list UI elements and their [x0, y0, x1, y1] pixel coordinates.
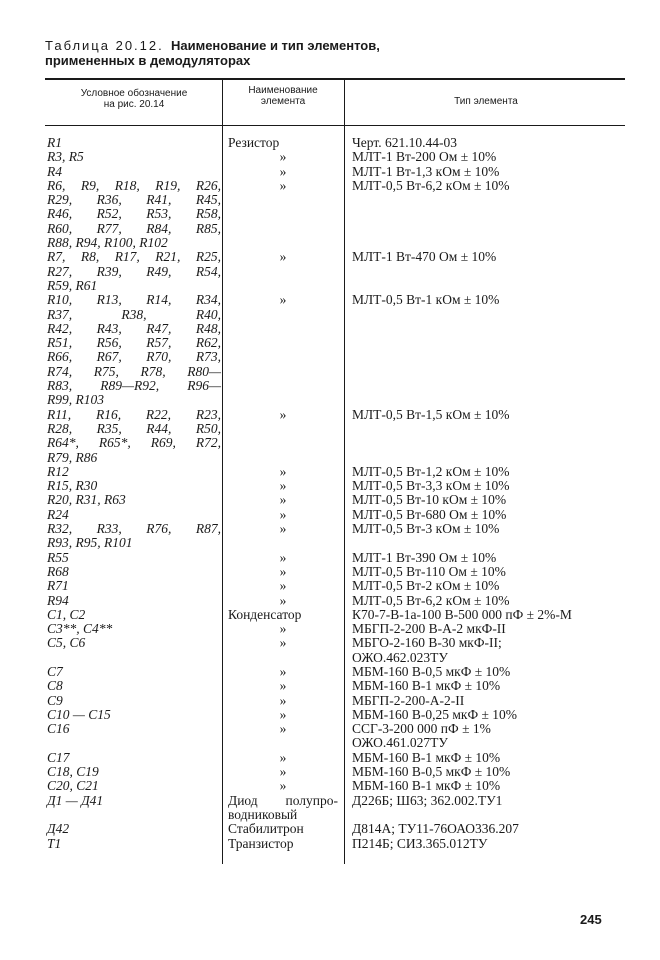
- table-row: [0, 422, 660, 436]
- table-row: [0, 751, 660, 765]
- table-row: [0, 136, 660, 150]
- table-row: [0, 651, 660, 665]
- designation-cell: C18, C19: [47, 764, 99, 780]
- designation-cell: R94: [47, 592, 69, 608]
- table-row: [0, 250, 660, 264]
- table-row: [0, 722, 660, 736]
- element-type-cell: МЛТ-0,5 Вт-6,2 кОм ± 10%: [352, 177, 510, 193]
- element-type-cell: ССГ-3-200 000 пФ ± 1%: [352, 721, 491, 737]
- element-name-cell: водниковый: [228, 806, 298, 822]
- element-type-cell: МЛТ-1 Вт-1,3 кОм ± 10%: [352, 163, 500, 179]
- header-name: Наименование элемента: [248, 85, 318, 107]
- designation-cell: R74, R75, R78, R80—: [47, 363, 221, 379]
- element-name-cell: »: [279, 721, 287, 737]
- table-row: [0, 622, 660, 636]
- table-row: [0, 579, 660, 593]
- element-type-cell: П214Б; СИЗ.365.012ТУ: [352, 835, 488, 851]
- element-name-cell: »: [279, 635, 287, 651]
- element-name-cell: »: [279, 706, 287, 722]
- table-row: [0, 679, 660, 693]
- element-name-cell: »: [279, 764, 287, 780]
- designation-cell: C5, C6: [47, 635, 86, 651]
- element-name-cell: Стабилитрон: [228, 821, 304, 837]
- table-row: [0, 694, 660, 708]
- designation-cell: R83, R89—R92, R96—: [47, 378, 221, 394]
- element-type-cell: МЛТ-0,5 Вт-1,2 кОм ± 10%: [352, 463, 510, 479]
- designation-cell: R64*, R65*, R69, R72,: [47, 435, 221, 451]
- table-row: [0, 179, 660, 193]
- table-row: [0, 165, 660, 179]
- table-row: [0, 608, 660, 622]
- table-row: [0, 808, 660, 822]
- table-row: [0, 365, 660, 379]
- table-body: [0, 136, 660, 851]
- table-row: [0, 408, 660, 422]
- table-row: [0, 551, 660, 565]
- element-name-cell: »: [279, 521, 287, 537]
- element-name-cell: »: [279, 478, 287, 494]
- element-type-cell: Д226Б; Ш63; 362.002.ТУ1: [352, 792, 503, 808]
- table-row: [0, 393, 660, 407]
- element-name-cell: »: [279, 563, 287, 579]
- table-number: Таблица 20.12.: [45, 38, 164, 53]
- designation-cell: R11, R16, R22, R23,: [47, 406, 221, 422]
- table-row: [0, 565, 660, 579]
- element-name-cell: »: [279, 578, 287, 594]
- element-type-cell: МЛТ-0,5 Вт-3,3 кОм ± 10%: [352, 478, 510, 494]
- header-type: Тип элемента: [454, 96, 518, 107]
- designation-cell: R3, R5: [47, 149, 84, 165]
- element-name-cell: Транзистор: [228, 835, 294, 851]
- element-name-cell: Резистор: [228, 135, 280, 150]
- designation-cell: R71: [47, 578, 69, 594]
- element-type-cell: МЛТ-1 Вт-390 Ом ± 10%: [352, 549, 497, 565]
- designation-cell: C3**, C4**: [47, 621, 113, 637]
- element-name-cell: »: [279, 492, 287, 508]
- table-title-line1: Наименование и тип элементов,: [170, 38, 380, 53]
- element-type-cell: МЛТ-0,5 Вт-3 кОм ± 10%: [352, 521, 500, 537]
- element-name-cell: »: [279, 149, 287, 165]
- designation-cell: Д1 — Д41: [47, 792, 104, 808]
- table-row: [0, 436, 660, 450]
- table-row: [0, 794, 660, 808]
- table-row: [0, 536, 660, 550]
- element-name-cell: »: [279, 463, 287, 479]
- table-caption: [45, 38, 625, 68]
- table-row: [0, 479, 660, 493]
- table-row: [0, 493, 660, 507]
- table-row: [0, 765, 660, 779]
- designation-cell: R51, R56, R57, R62,: [47, 335, 221, 351]
- designation-cell: R4: [47, 163, 62, 179]
- element-name-cell: »: [279, 621, 287, 637]
- page-number: 245: [580, 912, 602, 927]
- designation-cell: R46, R52, R53, R58,: [47, 206, 221, 222]
- table-row: [0, 336, 660, 350]
- designation-cell: C9: [47, 692, 63, 708]
- table-row: [0, 293, 660, 307]
- designation-cell: C16: [47, 721, 70, 737]
- table-row: [0, 308, 660, 322]
- designation-cell: R55: [47, 549, 69, 565]
- element-type-cell: МЛТ-1 Вт-200 Ом ± 10%: [352, 149, 497, 165]
- element-type-cell: К70-7-В-1а-100 В-500 000 пФ ± 2%-М: [352, 606, 572, 622]
- designation-cell: R93, R95, R101: [47, 535, 133, 551]
- designation-cell: Д42: [47, 821, 70, 837]
- table-row: [0, 193, 660, 207]
- header-designation: Условное обозначение на рис. 20.14: [80, 88, 188, 110]
- designation-cell: R37, R38, R40,: [47, 306, 221, 322]
- designation-cell: C7: [47, 663, 63, 679]
- element-type-cell: ОЖО.461.027ТУ: [352, 735, 448, 751]
- table-row: [0, 150, 660, 164]
- designation-cell: R32, R33, R76, R87,: [47, 521, 221, 537]
- element-type-cell: МБМ-160 В-0,25 мкФ ± 10%: [352, 706, 518, 722]
- designation-cell: T1: [47, 835, 62, 851]
- element-type-cell: Д814А; ТУ11-76ОАО336.207: [352, 821, 519, 837]
- element-name-cell: »: [279, 778, 287, 794]
- designation-cell: R10, R13, R14, R34,: [47, 292, 221, 308]
- element-name-cell: »: [279, 177, 287, 193]
- table-row: [0, 779, 660, 793]
- element-name-cell: »: [279, 663, 287, 679]
- element-name-cell: »: [279, 692, 287, 708]
- designation-cell: R29, R36, R41, R45,: [47, 192, 221, 208]
- table-row: [0, 265, 660, 279]
- element-name-cell: Конденсатор: [228, 606, 302, 622]
- designation-cell: R42, R43, R47, R48,: [47, 320, 221, 336]
- element-type-cell: МЛТ-0,5 Вт-1,5 кОм ± 10%: [352, 406, 510, 422]
- designation-cell: R68: [47, 563, 69, 579]
- table-row: [0, 236, 660, 250]
- element-type-cell: МЛТ-0,5 Вт-10 кОм ± 10%: [352, 492, 507, 508]
- designation-cell: R66, R67, R70, R73,: [47, 349, 221, 365]
- designation-cell: R20, R31, R63: [47, 492, 126, 508]
- designation-cell: R12: [47, 463, 69, 479]
- table-row: [0, 379, 660, 393]
- designation-cell: R88, R94, R100, R102: [47, 235, 168, 251]
- element-name-cell: »: [279, 749, 287, 765]
- element-name-cell: »: [279, 292, 287, 308]
- element-name-cell: »: [279, 406, 287, 422]
- designation-cell: R27, R39, R49, R54,: [47, 263, 221, 279]
- designation-cell: C17: [47, 749, 70, 765]
- designation-cell: R79, R86: [47, 449, 98, 465]
- element-type-cell: ОЖО.462.023ТУ: [352, 649, 448, 665]
- element-type-cell: МБМ-160 В-0,5 мкФ ± 10%: [352, 764, 511, 780]
- element-type-cell: МБМ-160 В-1 мкФ ± 10%: [352, 678, 501, 694]
- designation-cell: R99, R103: [47, 392, 104, 408]
- designation-cell: R15, R30: [47, 478, 98, 494]
- table-row: [0, 837, 660, 851]
- element-name-cell: Диод полупро-: [228, 792, 338, 808]
- element-type-cell: МБМ-160 В-1 мкФ ± 10%: [352, 778, 501, 794]
- element-type-cell: МЛТ-0,5 Вт-1 кОм ± 10%: [352, 292, 500, 308]
- element-name-cell: »: [279, 249, 287, 265]
- table-row: [0, 322, 660, 336]
- table-row: [0, 207, 660, 221]
- table-title-line2: примененных в демодуляторах: [45, 53, 251, 68]
- table-row: [0, 279, 660, 293]
- designation-cell: C10 — C15: [47, 706, 111, 722]
- designation-cell: R59, R61: [47, 277, 98, 293]
- element-type-cell: МЛТ-0,5 Вт-6,2 кОм ± 10%: [352, 592, 510, 608]
- designation-cell: C20, C21: [47, 778, 99, 794]
- table-row: [0, 508, 660, 522]
- element-type-cell: МЛТ-0,5 Вт-110 Ом ± 10%: [352, 563, 506, 579]
- designation-cell: R1: [47, 135, 62, 150]
- element-name-cell: »: [279, 678, 287, 694]
- designation-cell: R24: [47, 506, 69, 522]
- designation-cell: C1, C2: [47, 606, 86, 622]
- designation-cell: R60, R77, R84, R85,: [47, 220, 221, 236]
- table-row: [0, 665, 660, 679]
- table-row: [0, 222, 660, 236]
- element-type-cell: МБГП-2-200-А-2-II: [352, 692, 465, 708]
- element-name-cell: »: [279, 549, 287, 565]
- table-row: [0, 636, 660, 650]
- element-type-cell: МЛТ-0,5 Вт-680 Ом ± 10%: [352, 506, 507, 522]
- designation-cell: R6, R9, R18, R19, R26,: [47, 177, 221, 193]
- table-row: [0, 822, 660, 836]
- element-type-cell: МЛТ-1 Вт-470 Ом ± 10%: [352, 249, 497, 265]
- table-row: [0, 451, 660, 465]
- element-type-cell: МБГП-2-200 В-А-2 мкФ-II: [352, 621, 506, 637]
- header-top-rule: [45, 78, 625, 80]
- designation-cell: R28, R35, R44, R50,: [47, 420, 221, 436]
- element-type-cell: Черт. 621.10.44-03: [352, 135, 457, 150]
- table-row: [0, 522, 660, 536]
- table-row: [0, 594, 660, 608]
- table-row: [0, 350, 660, 364]
- element-name-cell: »: [279, 163, 287, 179]
- designation-cell: C8: [47, 678, 63, 694]
- header-bottom-rule: [45, 125, 625, 126]
- element-type-cell: МБГО-2-160 В-30 мкФ-II;: [352, 635, 502, 651]
- element-type-cell: МБМ-160 В-1 мкФ ± 10%: [352, 749, 501, 765]
- element-type-cell: МЛТ-0,5 Вт-2 кОм ± 10%: [352, 578, 500, 594]
- element-type-cell: МБМ-160 В-0,5 мкФ ± 10%: [352, 663, 511, 679]
- element-name-cell: »: [279, 506, 287, 522]
- table-row: [0, 736, 660, 750]
- table-row: [0, 465, 660, 479]
- table-row: [0, 708, 660, 722]
- designation-cell: R7, R8, R17, R21, R25,: [47, 249, 221, 265]
- element-name-cell: »: [279, 592, 287, 608]
